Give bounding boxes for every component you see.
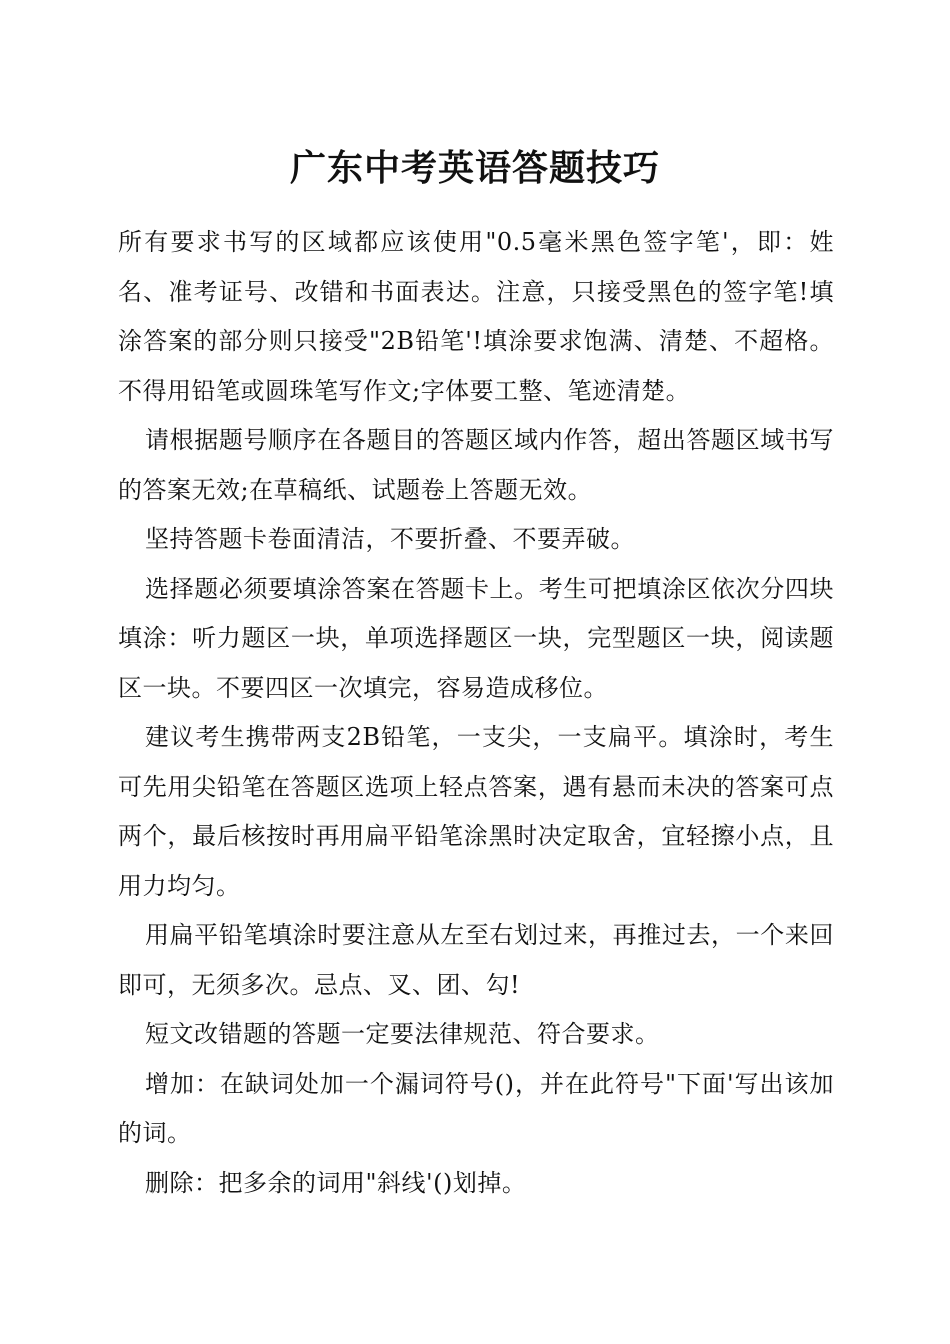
paragraph: 坚持答题卡卷面清洁，不要折叠、不要弄破。 (145, 525, 635, 553)
document-title: 广东中考英语答题技巧 (289, 147, 660, 189)
paragraph: 选择题必须要填涂答案在答题卡上。考生可把填涂区依次分四块填涂：听力题区一块，单项选择题区一块，完型题区一块，阅读题区一块。不要四区一次填完，容易造成移位。 (118, 574, 834, 702)
document-body (118, 218, 834, 1208)
paragraph: 请根据题号顺序在各题目的答题区域内作答，超出答题区域书写的答案无效;在草稿纸、试题卷上答题无效。 (118, 426, 834, 504)
paragraph: 用扁平铅笔填涂时要注意从左至右划过来，再推过去，一个来回即可，无须多次。忌点、叉、团、勾! (118, 921, 834, 999)
paragraph: 短文改错题的答题一定要法律规范、符合要求。 (145, 1020, 660, 1048)
paragraph: 删除：把多余的词用"斜线'()划掉。 (145, 1168, 527, 1197)
paragraph: 所有要求书写的区域都应该使用"0.5毫米黑色签字笔'，即：姓名、准考证号、改错和书面表达。注意，只接受黑色的签字笔!填涂答案的部分则只接受"2B铅笔'!填涂要求饱满、清楚、不超格。不得用铅笔或圆珠笔写作文;字体要工整、笔迹清楚。 (118, 228, 834, 405)
paragraph: 建议考生携带两支2B铅笔，一支尖，一支扁平。填涂时，考生可先用尖铅笔在答题区选项上轻点答案，遇有悬而未决的答案可点两个，最后核按时再用扁平铅笔涂黑时决定取舍，宜轻擦小点，且用力均匀。 (118, 723, 834, 900)
paragraph: 增加：在缺词处加一个漏词符号()，并在此符号"下面'写出该加的词。 (118, 1069, 834, 1147)
